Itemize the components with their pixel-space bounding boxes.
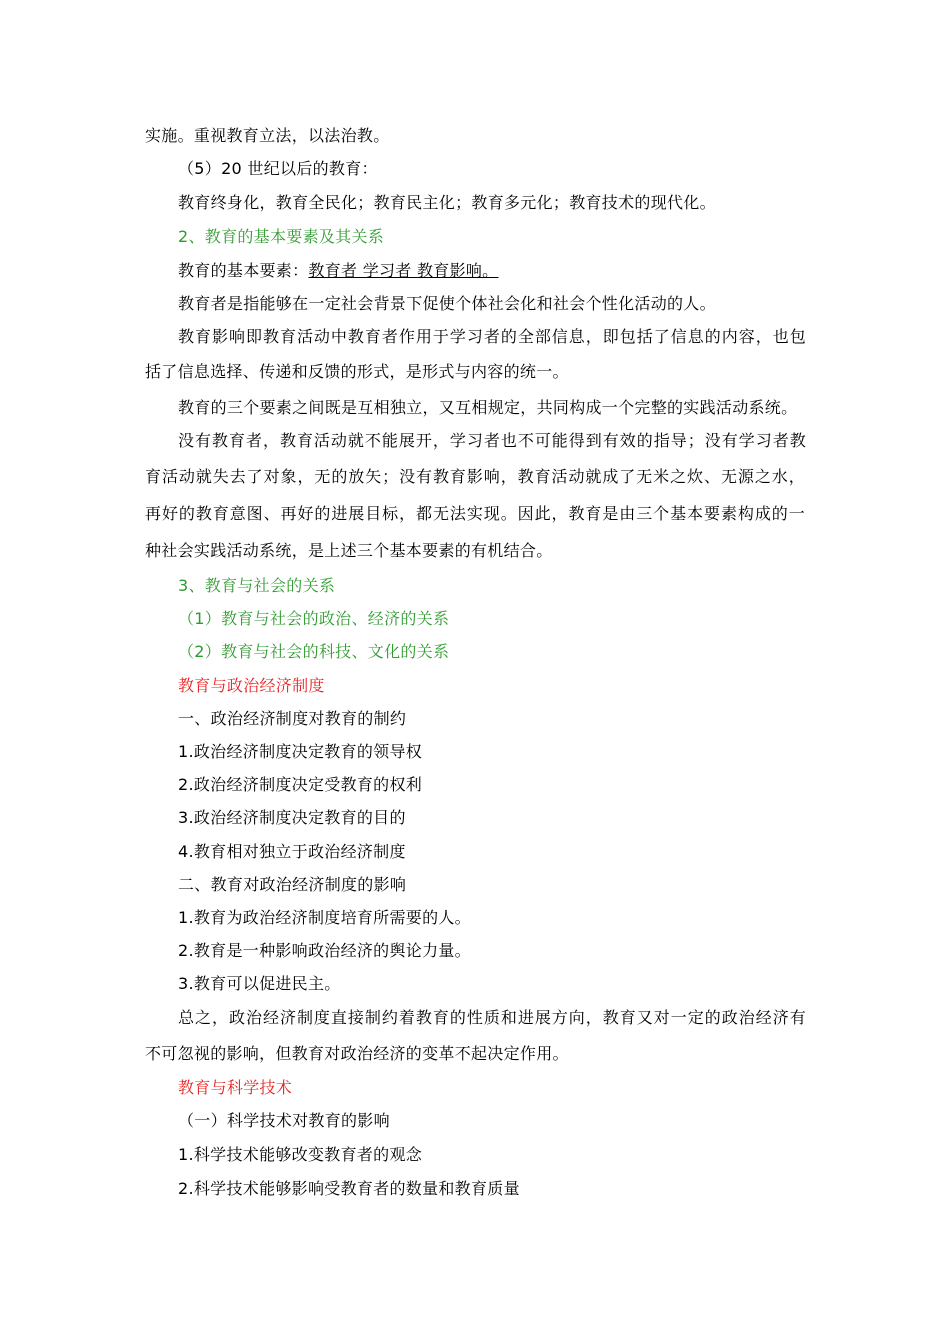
paragraph-line [178,260,498,282]
paragraph-line: 教育者是指能够在一定社会背景下促使个体社会化和社会个性化活动的人。 [178,294,716,313]
paragraph-line: 没有教育者，教育活动就不能展开，学习者也不可能得到有效的指导；没有学习者教 [178,431,806,450]
list-item: 4.教育相对独立于政治经济制度 [178,842,406,861]
paragraph-line: 教育终身化，教育全民化；教育民主化；教育多元化；教育技术的现代化。 [178,193,716,212]
topic-heading: 教育与科学技术 [178,1078,293,1097]
list-item: 1.政治经济制度决定教育的领导权 [178,742,423,761]
paragraph-line: 教育的三个要素之间既是互相独立，又互相规定，共同构成一个完整的实践活动系统。 [178,398,798,417]
section-heading: 2、教育的基本要素及其关系 [178,227,385,246]
list-item: 1.教育为政治经济制度培育所需要的人。 [178,908,471,927]
list-item: 2.教育是一种影响政治经济的舆论力量。 [178,941,471,960]
label-text: 教育的基本要素： [178,261,309,280]
section-heading: 3、教育与社会的关系 [178,576,336,595]
list-item: 2.政治经济制度决定受教育的权利 [178,775,423,794]
list-item: 1.科学技术能够改变教育者的观念 [178,1145,423,1164]
paragraph-line: 总之，政治经济制度直接制约着教育的性质和进展方向，教育又对一定的政治经济有 [178,1008,806,1027]
underlined-text: 教育者 学习者 教育影响。 [308,261,499,280]
subsection-heading: （1）教育与社会的政治、经济的关系 [178,609,450,628]
list-item: 3.政治经济制度决定教育的目的 [178,808,406,827]
paragraph-line: 再好的教育意图、再好的进展目标，都无法实现。因此，教育是由三个基本要素构成的一 [145,504,805,523]
paragraph-line: 不可忽视的影响，但教育对政治经济的变革不起决定作用。 [145,1044,569,1063]
list-item: 2.科学技术能够影响受教育者的数量和教育质量 [178,1179,520,1198]
subsection-heading: （2）教育与社会的科技、文化的关系 [178,642,450,661]
paragraph-line: 种社会实践活动系统，是上述三个基本要素的有机结合。 [145,541,553,560]
paragraph-line: 二、教育对政治经济制度的影响 [178,875,407,894]
paragraph-line: 育活动就失去了对象，无的放矢；没有教育影响，教育活动就成了无米之炊、无源之水， [145,467,805,486]
list-item: 3.教育可以促进民主。 [178,974,341,993]
paragraph-line: （一）科学技术对教育的影响 [178,1111,390,1130]
topic-heading: 教育与政治经济制度 [178,676,325,695]
paragraph-line: 实施。重视教育立法，以法治教。 [145,126,390,145]
paragraph-line: 教育影响即教育活动中教育者作用于学习者的全部信息，即包括了信息的内容，也包 [178,327,806,346]
paragraph-line: （5）20 世纪以后的教育： [178,159,378,178]
paragraph-line: 一、政治经济制度对教育的制约 [178,709,407,728]
paragraph-line: 括了信息选择、传递和反馈的形式，是形式与内容的统一。 [145,362,569,381]
